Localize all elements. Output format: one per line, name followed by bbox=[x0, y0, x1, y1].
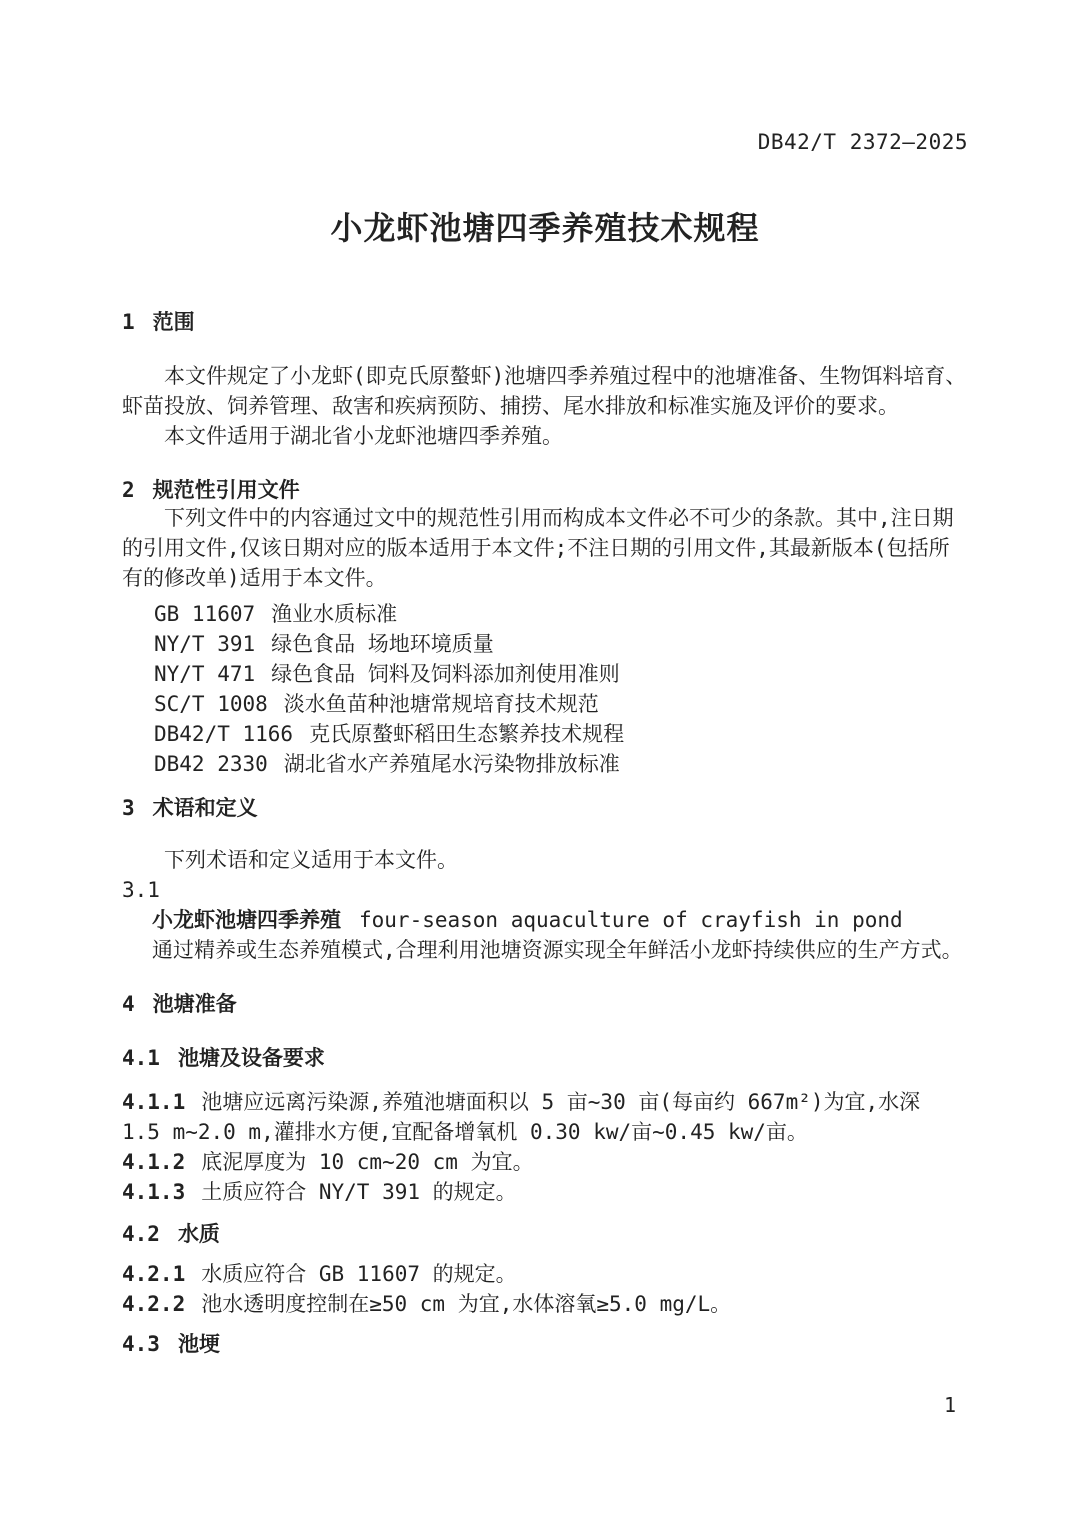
reference-name: 渔业水质标准 bbox=[271, 602, 398, 626]
section-2-heading bbox=[122, 477, 968, 503]
document-title: 小龙虾池塘四季养殖技术规程 bbox=[330, 209, 760, 247]
section-4-2-clauses bbox=[122, 1259, 968, 1319]
section-4-3-number: 4.3 bbox=[122, 1332, 160, 1356]
scope-paragraph-1: 本文件规定了小龙虾(即克氏原螯虾)池塘四季养殖过程中的池塘准备、生物饵料培育、虾苗投放、饲养管理、敌害和疾病预防、捕捞、尾水排放和标准实施及评价的要求。 bbox=[122, 364, 967, 418]
reference-code: DB42/T 1166 bbox=[154, 722, 294, 746]
standard-code: DB42/T 2372—2025 bbox=[757, 130, 968, 154]
clause-text: 底泥厚度为 10 cm~20 cm 为宜。 bbox=[201, 1150, 534, 1174]
reference-code: GB 11607 bbox=[154, 602, 256, 626]
term-definition: 通过精养或生态养殖模式,合理利用池塘资源实现全年鲜活小龙虾持续供应的生产方式。 bbox=[152, 938, 963, 962]
reference-name: 湖北省水产养殖尾水污染物排放标准 bbox=[283, 752, 620, 776]
section-4-1-title: 池塘及设备要求 bbox=[177, 1046, 325, 1070]
reference-code: DB42 2330 bbox=[154, 752, 268, 776]
page-number: 1 bbox=[943, 1393, 956, 1417]
reference-name: 克氏原螯虾稻田生态繁养技术规程 bbox=[309, 722, 625, 746]
clause-4-1-2 bbox=[122, 1147, 968, 1177]
clause-text: 土质应符合 NY/T 391 的规定。 bbox=[201, 1180, 517, 1204]
clause-4-1-3 bbox=[122, 1177, 968, 1207]
reference-item bbox=[122, 689, 968, 719]
reference-item bbox=[122, 629, 968, 659]
clause-text: 池水透明度控制在≥50 cm 为宜,水体溶氧≥5.0 mg/L。 bbox=[201, 1292, 732, 1316]
section-4-3-title: 池埂 bbox=[177, 1332, 220, 1356]
clause-number: 4.2.1 bbox=[122, 1262, 186, 1286]
term-english: four-season aquaculture of crayfish in pond bbox=[359, 908, 903, 932]
section-1-body bbox=[122, 361, 968, 451]
reference-item bbox=[122, 719, 968, 749]
scope-paragraph-2: 本文件适用于湖北省小龙虾池塘四季养殖。 bbox=[164, 424, 563, 448]
section-4-number: 4 bbox=[122, 992, 135, 1016]
section-2-title: 规范性引用文件 bbox=[152, 478, 300, 502]
reference-name: 绿色食品 饲料及饲料添加剂使用准则 bbox=[271, 662, 620, 686]
section-1-heading bbox=[122, 309, 968, 335]
clause-number: 4.1.3 bbox=[122, 1180, 186, 1204]
references-intro: 下列文件中的内容通过文中的规范性引用而构成本文件必不可少的条款。其中,注日期的引用文件,仅该日期对应的版本适用于本文件;不注日期的引用文件,其最新版本(包括所有的修改单)适用于本文件。 bbox=[122, 506, 954, 590]
section-4-2-title: 水质 bbox=[177, 1222, 220, 1246]
clause-number: 4.2.2 bbox=[122, 1292, 186, 1316]
clause-4-2-2 bbox=[122, 1289, 968, 1319]
term-entry bbox=[122, 905, 968, 935]
section-1-number: 1 bbox=[122, 310, 135, 334]
section-4-heading bbox=[122, 991, 968, 1017]
section-3-title: 术语和定义 bbox=[152, 796, 258, 820]
section-4-1-number: 4.1 bbox=[122, 1046, 160, 1070]
section-4-1-clauses bbox=[122, 1087, 968, 1207]
clause-text: 水质应符合 GB 11607 的规定。 bbox=[201, 1262, 517, 1286]
section-3-heading bbox=[122, 795, 968, 821]
clause-4-2-1 bbox=[122, 1259, 968, 1289]
section-3-body bbox=[122, 845, 968, 965]
section-4-2-number: 4.2 bbox=[122, 1222, 160, 1246]
reference-code: NY/T 391 bbox=[154, 632, 256, 656]
term-chinese: 小龙虾池塘四季养殖 bbox=[152, 908, 341, 932]
normative-reference-list bbox=[122, 599, 968, 779]
section-4-1-heading bbox=[122, 1045, 968, 1071]
clause-number: 4.1.1 bbox=[122, 1090, 186, 1114]
reference-item bbox=[122, 659, 968, 689]
section-4-2-heading bbox=[122, 1221, 968, 1247]
reference-code: NY/T 471 bbox=[154, 662, 256, 686]
terms-intro: 下列术语和定义适用于本文件。 bbox=[164, 848, 458, 872]
reference-code: SC/T 1008 bbox=[154, 692, 268, 716]
section-4-3-heading bbox=[122, 1331, 968, 1357]
term-item-number: 3.1 bbox=[122, 878, 160, 902]
section-1-title: 范围 bbox=[152, 310, 195, 334]
reference-name: 绿色食品 场地环境质量 bbox=[271, 632, 494, 656]
reference-name: 淡水鱼苗种池塘常规培育技术规范 bbox=[283, 692, 599, 716]
clause-text: 池塘应远离污染源,养殖池塘面积以 5 亩~30 亩(每亩约 667m²)为宜,水深 1.5 m~2.0 m,灌排水方便,宜配备增氧机 0.30 kw/亩~0.45 kw/亩。 bbox=[122, 1090, 921, 1144]
section-4-title: 池塘准备 bbox=[152, 992, 237, 1016]
reference-item bbox=[122, 599, 968, 629]
section-2-number: 2 bbox=[122, 478, 135, 502]
clause-4-1-1 bbox=[122, 1087, 968, 1147]
section-3-number: 3 bbox=[122, 796, 135, 820]
reference-item bbox=[122, 749, 968, 779]
clause-number: 4.1.2 bbox=[122, 1150, 186, 1174]
